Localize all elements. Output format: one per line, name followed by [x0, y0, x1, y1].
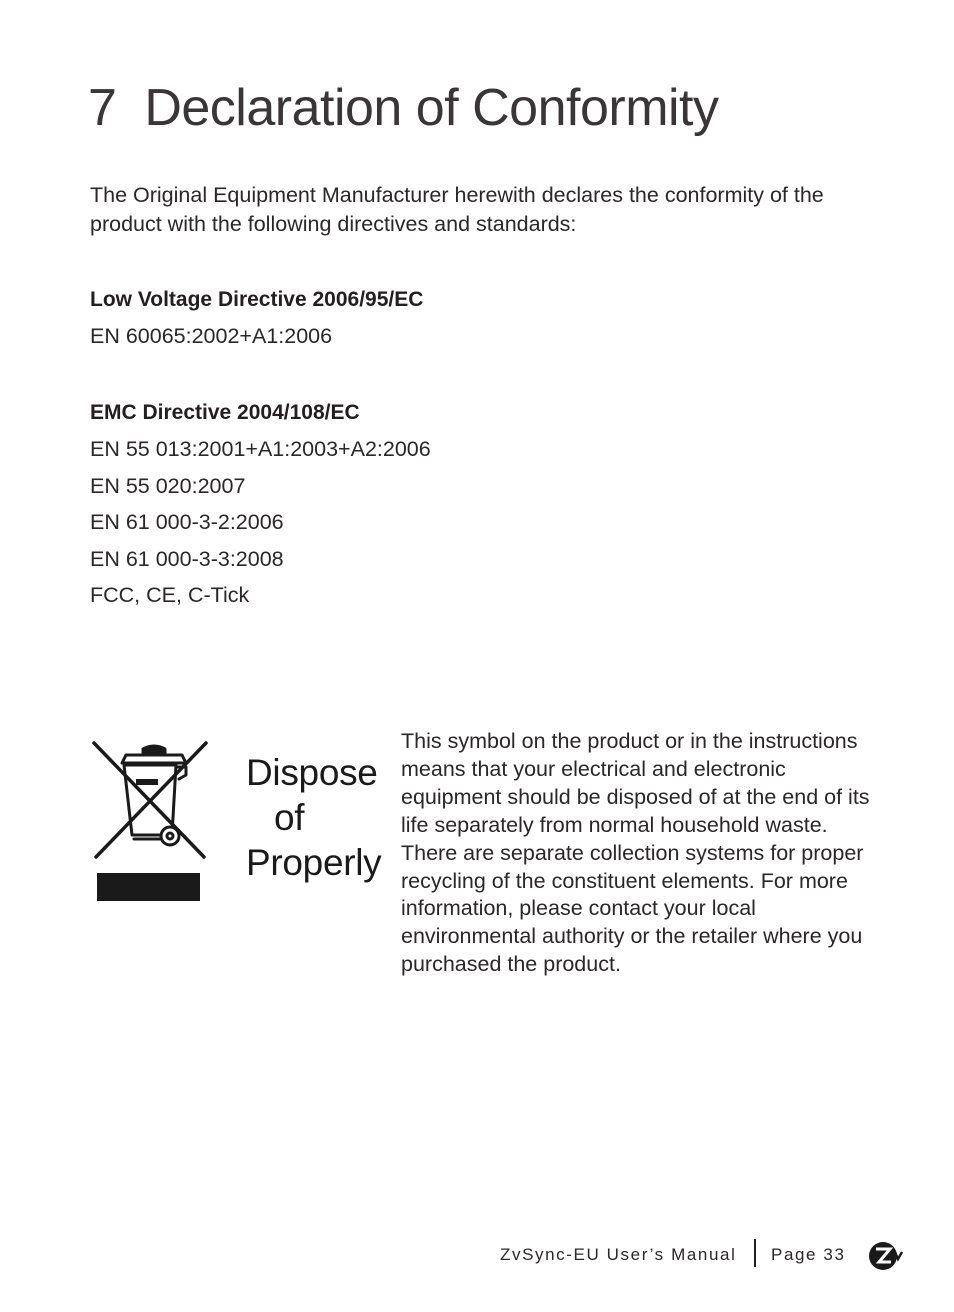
section-low-voltage-directive [90, 285, 423, 358]
section-heading: EMC Directive 2004/108/EC [90, 401, 360, 424]
dispose-label-line: Dispose [246, 752, 378, 793]
footer-manual-title: ZvSync-EU User’s Manual [500, 1245, 737, 1264]
page-title [88, 80, 719, 137]
standard-line: EN 55 020:2007 [90, 473, 246, 498]
standard-line: EN 60065:2002+A1:2006 [90, 324, 333, 348]
disposal-notice: This symbol on the product or in the instructions means that your electrical and electronic equipment should be disposed of at the end of its life separately from normal household waste. There are separate collection systems for proper recycling of the constituent elements. For more information, please contact your local environmental authority or the retailer where you purchased the product. [401, 729, 870, 977]
footer-page-number: Page 33 [771, 1245, 846, 1264]
crossed-out-wheelie-bin-icon [90, 735, 210, 905]
footer-divider [754, 1239, 756, 1267]
intro-paragraph: The Original Equipment Manufacturer herewith declares the conformity of the product with the following directives and standards: [90, 183, 824, 236]
dispose-label-line: of [274, 797, 305, 838]
section-emc-directive [90, 398, 431, 617]
zv-logo-icon [868, 1240, 904, 1272]
certification-line: FCC, CE, C-Tick [90, 583, 250, 608]
chapter-title: Declaration of Conformity [144, 79, 719, 137]
dispose-properly-label [246, 750, 381, 885]
chapter-number: 7 [88, 79, 117, 137]
standard-line: EN 61 000-3-2:2006 [90, 510, 284, 535]
standard-line: EN 55 013:2001+A1:2003+A2:2006 [90, 437, 431, 461]
dispose-label-line: Properly [246, 842, 382, 883]
standard-line: EN 61 000-3-3:2008 [90, 546, 284, 571]
section-heading: Low Voltage Directive 2006/95/EC [90, 288, 424, 311]
